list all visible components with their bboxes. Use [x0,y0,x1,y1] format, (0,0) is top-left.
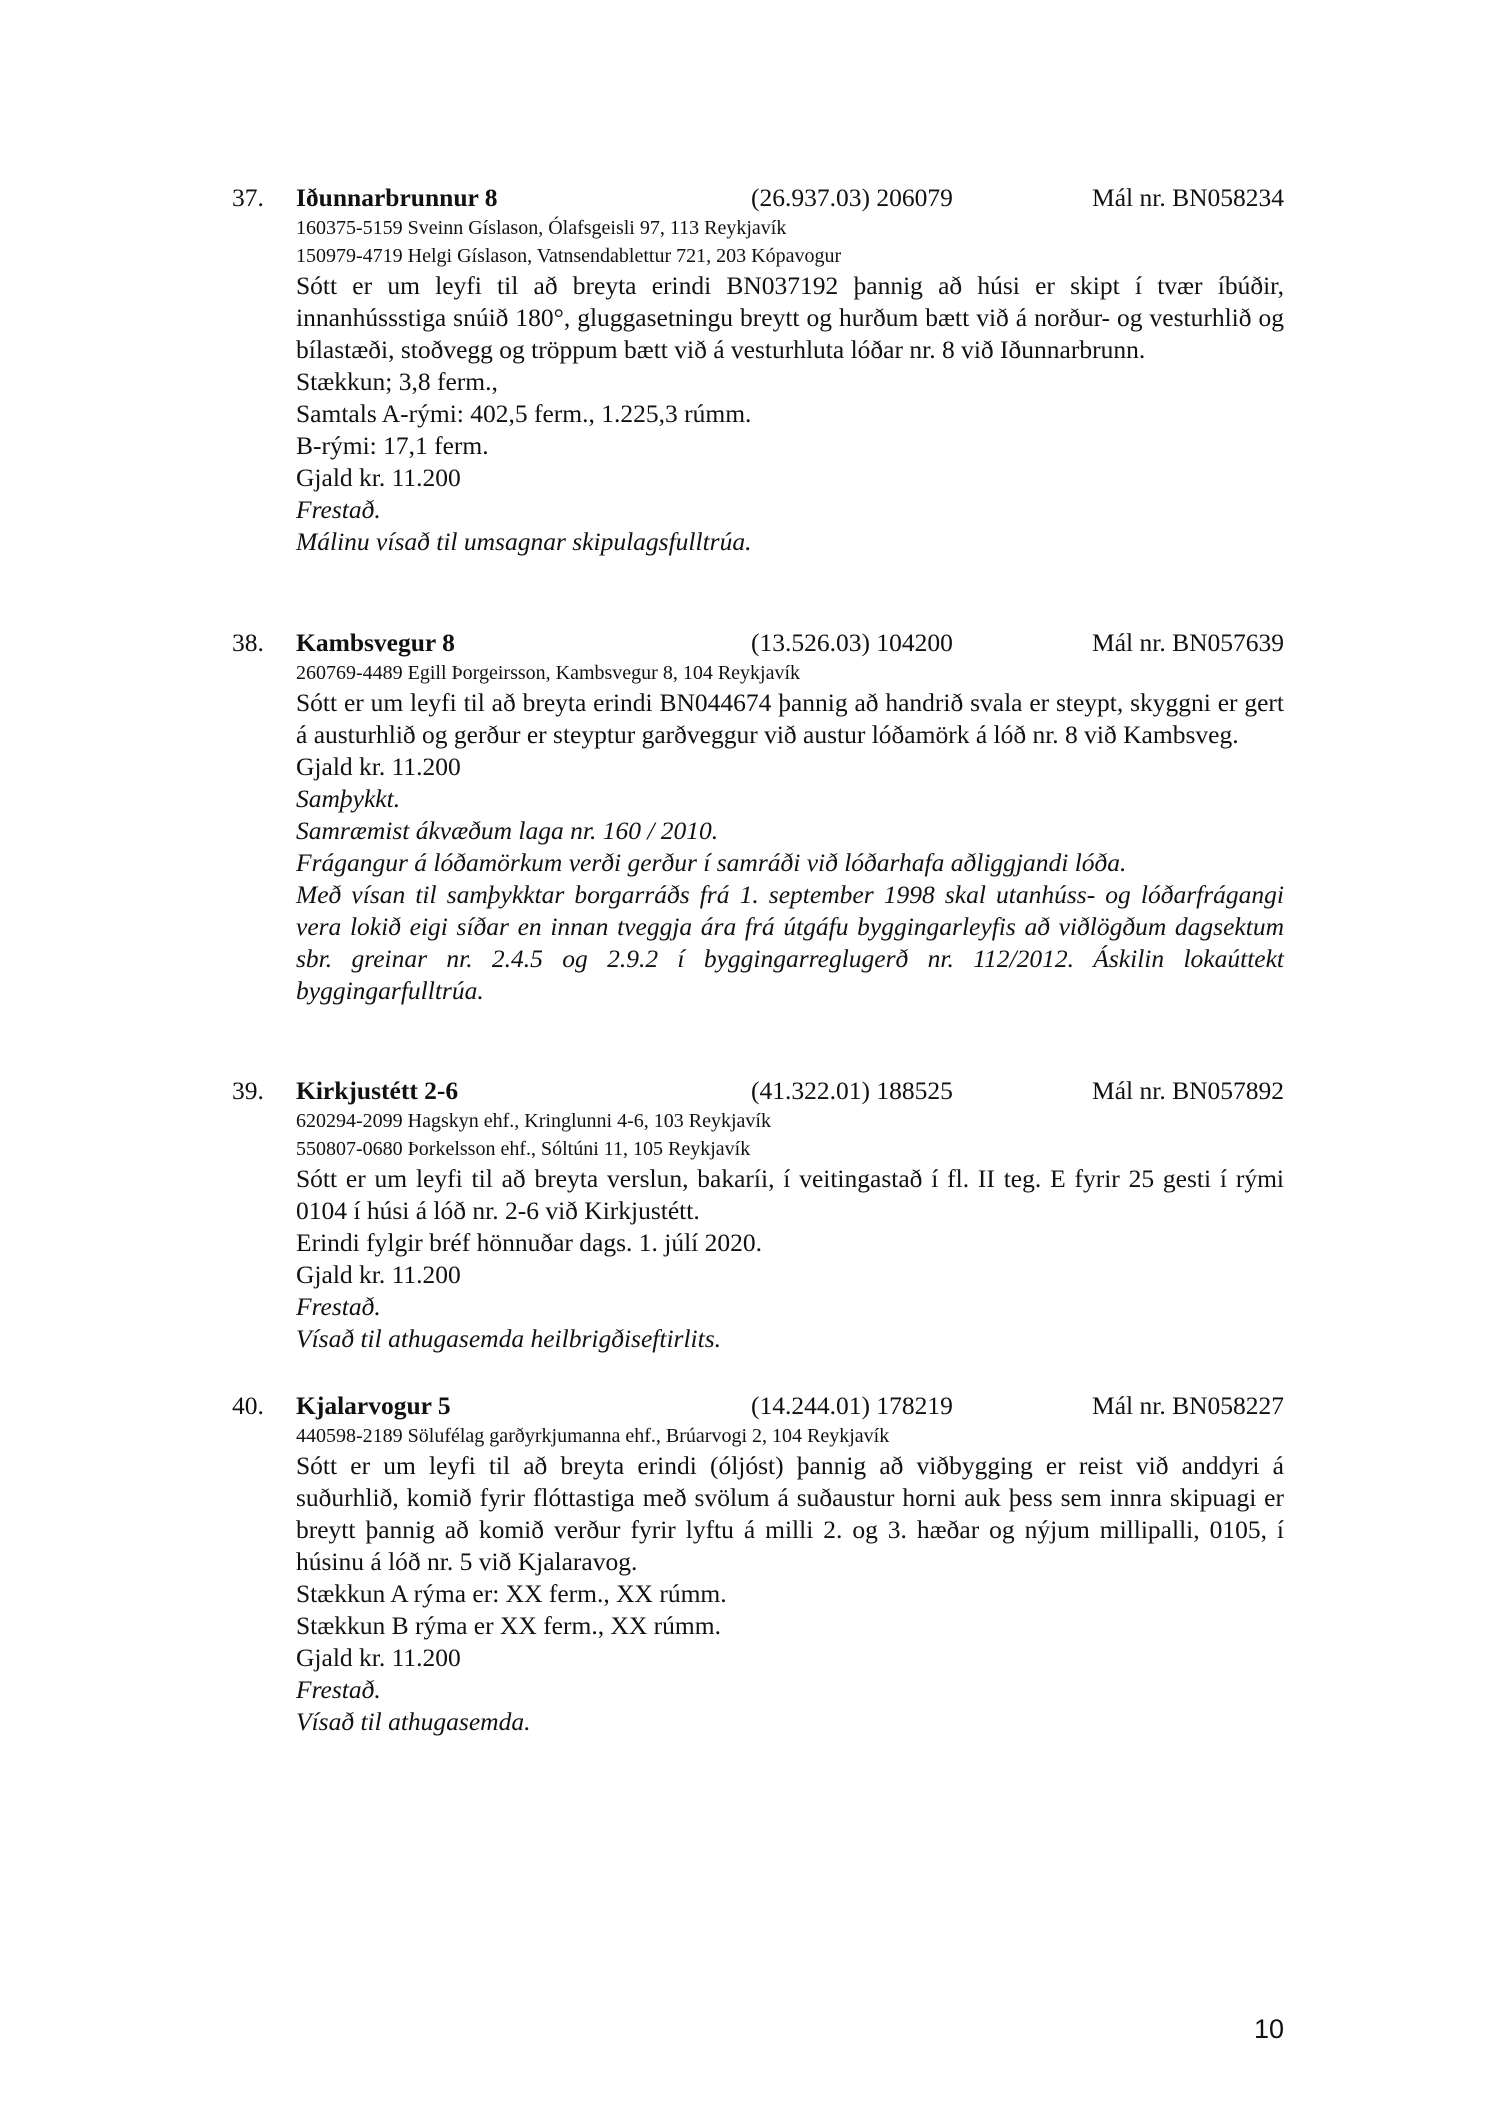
entry-reference: (41.322.01) 188525 [751,1076,953,1105]
applicant: 150979-4719 Helgi Gíslason, Vatnsendablettur 721, 203 Kópavogur [296,245,842,267]
note: Vísað til athugasemda. [296,1707,531,1736]
detail-line: Gjald kr. 11.200 [296,752,461,781]
entry-number: 39. [232,1076,264,1105]
entry-description: Sótt er um leyfi til að breyta erindi BN044674 þannig að handrið svala er steypt, skyggni er gert á austurhlið og gerður er steyptur garðveggur við austur lóðamörk á lóð nr. 8 við Kambsveg. [296,688,1284,749]
applicant: 260769-4489 Egill Þorgeirsson, Kambsvegur 8, 104 Reykjavík [296,662,801,684]
entry-header [232,182,1284,214]
entry-description: Sótt er um leyfi til að breyta erindi BN037192 þannig að húsi er skipt í tvær íbúðir, innanhússstiga snúið 180°, gluggasetningu breytt og hurðum bætt við á norður- og vesturhlið og bílastæði, stoðvegg og tröppum bætt við á vesturhluta lóðar nr. 8 við Iðunnarbrunn. [296,271,1284,364]
entry-description: Sótt er um leyfi til að breyta erindi (óljóst) þannig að viðbygging er reist við anddyri á suðurhlið, komið fyrir flóttastiga með svölum á suðaustur horni auk þess sem innra skipuagi er breytt þannig að komið verður fyrir lyftu á milli 2. og 3. hæðar og nýjum millipalli, 0105, í húsinu á lóð nr. 5 við Kjalaravog. [296,1451,1284,1576]
applicant: 160375-5159 Sveinn Gíslason, Ólafsgeisli 97, 113 Reykjavík [296,217,787,239]
note: Með vísan til samþykktar borgarráðs frá 1. september 1998 skal utanhúss- og lóðarfrágangi vera lokið eigi síðar en innan tveggja ára frá útgáfu byggingarleyfis að viðlögðum dagsektum sbr. greinar nr. 2.4.5 og 2.9.2 í byggingarreglugerð nr. 112/2012. Áskilin lokaúttekt byggingarfulltrúa. [296,880,1284,1005]
case-entry [232,1075,1284,1355]
detail-line: Stækkun A rýma er: XX ferm., XX rúmm. [296,1579,727,1608]
decision: Frestað. [296,495,381,524]
entry-reference: (26.937.03) 206079 [751,183,953,212]
entry-header [232,627,1284,659]
entry-body [296,1107,1284,1355]
note: Málinu vísað til umsagnar skipulagsfulltrúa. [296,527,752,556]
detail-line: Samtals A-rými: 402,5 ferm., 1.225,3 rúmm. [296,399,752,428]
detail-line: Stækkun B rýma er XX ferm., XX rúmm. [296,1611,721,1640]
entry-reference: (13.526.03) 104200 [751,628,953,657]
entry-number: 37. [232,183,264,212]
applicant: 440598-2189 Sölufélag garðyrkjumanna ehf., Brúarvogi 2, 104 Reykjavík [296,1425,890,1447]
page-number: 10 [1253,2014,1284,2044]
detail-line: Gjald kr. 11.200 [296,1260,461,1289]
entry-title: Kirkjustétt 2-6 [296,1076,459,1105]
entry-header [232,1390,1284,1422]
entry-number: 38. [232,628,264,657]
note: Vísað til athugasemda heilbrigðiseftirlits. [296,1324,722,1353]
entry-description: Sótt er um leyfi til að breyta verslun, bakaríi, í veitingastað í fl. II teg. E fyrir 25 gesti í rými 0104 í húsi á lóð nr. 2-6 við Kirkjustétt. [296,1164,1284,1225]
detail-line: B-rými: 17,1 ferm. [296,431,489,460]
case-number: Mál nr. BN058227 [1092,1391,1284,1420]
detail-line: Gjald kr. 11.200 [296,1643,461,1672]
entry-header [232,1075,1284,1107]
decision: Frestað. [296,1675,381,1704]
entry-title: Iðunnarbrunnur 8 [296,183,498,212]
entry-body [296,214,1284,558]
entry-title: Kjalarvogur 5 [296,1391,451,1420]
decision: Frestað. [296,1292,381,1321]
entry-body [296,1422,1284,1738]
case-number: Mál nr. BN058234 [1092,183,1284,212]
case-entry [232,182,1284,558]
applicant: 620294-2099 Hagskyn ehf., Kringlunni 4-6, 103 Reykjavík [296,1110,771,1132]
detail-line: Gjald kr. 11.200 [296,463,461,492]
detail-line: Erindi fylgir bréf hönnuðar dags. 1. júlí 2020. [296,1228,762,1257]
entry-reference: (14.244.01) 178219 [751,1391,953,1420]
case-number: Mál nr. BN057892 [1092,1076,1284,1105]
note: Samræmist ákvæðum laga nr. 160 / 2010. [296,816,719,845]
detail-line: Stækkun; 3,8 ferm., [296,367,498,396]
decision: Samþykkt. [296,784,401,813]
case-entry [232,627,1284,1007]
entry-body [296,659,1284,1007]
note: Frágangur á lóðamörkum verði gerður í samráði við lóðarhafa aðliggjandi lóða. [296,848,1127,877]
entry-title: Kambsvegur 8 [296,628,455,657]
entry-number: 40. [232,1391,264,1420]
applicant: 550807-0680 Þorkelsson ehf., Sóltúni 11, 105 Reykjavík [296,1138,751,1160]
case-number: Mál nr. BN057639 [1092,628,1284,657]
case-entry [232,1390,1284,1738]
